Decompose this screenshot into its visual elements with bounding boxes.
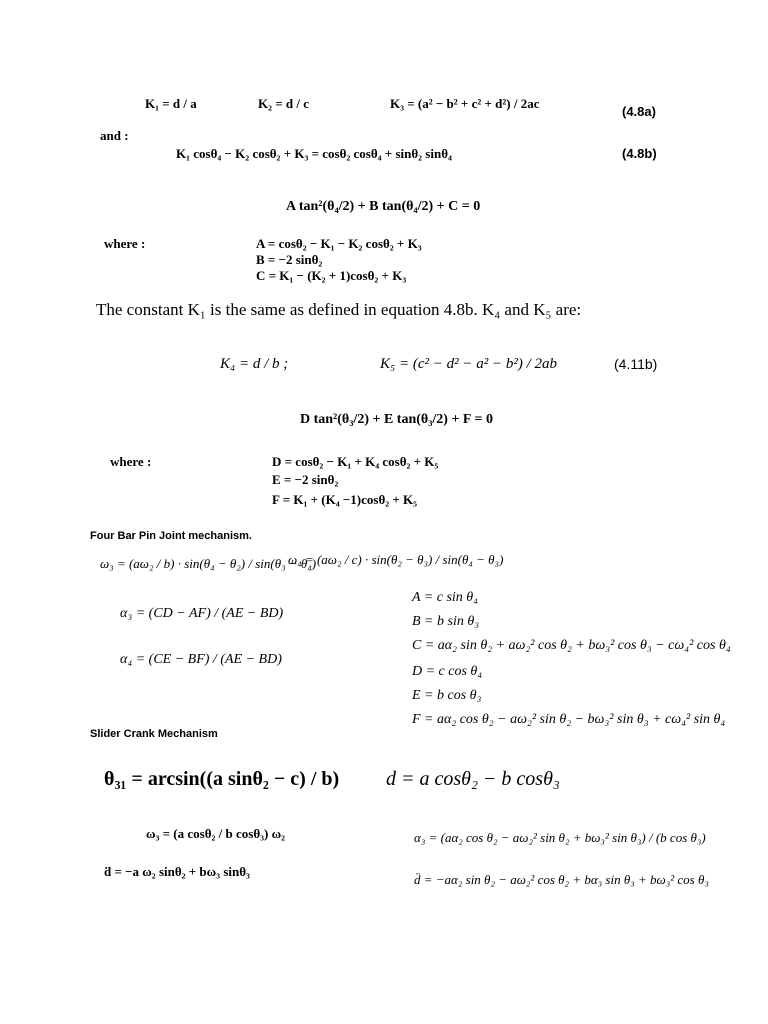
eq-tag-4-8a: (4.8a) bbox=[622, 104, 656, 119]
eq-omega3-fourbar: ω₃ = (aω₂ / b) · sin(θ₄ − θ₂) / sin(θ₃ − θ₄) bbox=[100, 556, 317, 571]
eq-alpha3-fourbar: α₃ = (CD − AF) / (AE − BD) bbox=[120, 606, 284, 621]
heading-four-bar: Four Bar Pin Joint mechanism. bbox=[90, 530, 252, 542]
eq-F-fourbar: F = aα₂ cos θ₂ − aω₂² sin θ₂ − bω₃² sin θ₃ + cω₄² sin θ₄ bbox=[412, 712, 726, 727]
eq-tag-4-11b: (4.11b) bbox=[614, 356, 658, 372]
eq-k4: K₄ = d / b ; bbox=[220, 356, 289, 372]
eq-alpha4-fourbar: α₄ = (CE − BF) / (AE − BD) bbox=[120, 652, 282, 667]
where-label-1: where : bbox=[104, 236, 146, 251]
eq-k2: K₂ = d / c bbox=[258, 96, 310, 111]
eq-A-fourbar: A = c sin θ₄ bbox=[412, 590, 479, 605]
coef-D: D = cosθ₂ − K₁ + K₄ cosθ₂ + K₅ bbox=[272, 454, 439, 469]
eq-4-8b: K₁ cosθ₄ − K₂ cosθ₂ + K₃ = cosθ₂ cosθ₄ + sinθ₂ sinθ₄ bbox=[176, 146, 452, 161]
eq-d-ddot: d̈ = −aα₂ sin θ₂ − aω₂² cos θ₂ + bα₃ sin θ₃ + bω₃² cos θ₃ bbox=[414, 872, 709, 887]
eq-omega3-slider: ω₃ = (a cosθ₂ / b cosθ₃) ω₂ bbox=[146, 826, 285, 841]
eq-B-fourbar: B = b sin θ₃ bbox=[412, 614, 480, 629]
coef-C-1: C = K₁ − (K₂ + 1)cosθ₂ + K₃ bbox=[256, 268, 407, 283]
eq-quadratic-theta4: A tan²(θ₄/2) + B tan(θ₄/2) + C = 0 bbox=[286, 199, 481, 214]
eq-d-position: d = a cosθ₂ − b cosθ₃ bbox=[386, 768, 560, 790]
intro-paragraph: The constant K₁ is the same as defined in equation 4.8b. K₄ and K₅ are: bbox=[96, 300, 582, 319]
eq-C-fourbar: C = aα₂ sin θ₂ + aω₂² cos θ₂ + bω₃² cos θ₃ − cω₄² cos θ₄ bbox=[412, 638, 731, 653]
where-label-2: where : bbox=[110, 454, 152, 469]
coef-F: F = K₁ + (K₄ −1)cosθ₂ + K₅ bbox=[272, 492, 418, 507]
coef-A-1: A = cosθ₂ − K₁ − K₂ cosθ₂ + K₃ bbox=[256, 236, 422, 251]
eq-alpha3-slider: α₃ = (aα₂ cos θ₂ − aω₂² sin θ₂ + bω₃² sin θ₃) / (b cos θ₃) bbox=[414, 830, 706, 845]
eq-d-dot: ḋ = −a ω₂ sinθ₂ + bω₃ sinθ₃ bbox=[104, 864, 250, 879]
eq-k3: K₃ = (a² − b² + c² + d²) / 2ac bbox=[390, 96, 540, 111]
coef-B-1: B = −2 sinθ₂ bbox=[256, 252, 323, 267]
coef-E: E = −2 sinθ₂ bbox=[272, 472, 339, 487]
eq-E-fourbar: E = b cos θ₃ bbox=[412, 688, 482, 703]
eq-quadratic-theta3: D tan²(θ₃/2) + E tan(θ₃/2) + F = 0 bbox=[300, 412, 493, 427]
eq-D-fourbar: D = c cos θ₄ bbox=[412, 664, 483, 679]
eq-k1: K₁ = d / a bbox=[145, 96, 197, 111]
eq-omega4-fourbar: ω₄ = (aω₂ / c) · sin(θ₂ − θ₃) / sin(θ₄ − θ₃) bbox=[288, 552, 504, 567]
eq-k5: K₅ = (c² − d² − a² − b²) / 2ab bbox=[380, 356, 558, 372]
eq-tag-4-8b: (4.8b) bbox=[622, 146, 657, 161]
and-label: and : bbox=[100, 128, 129, 143]
heading-slider-crank: Slider Crank Mechanism bbox=[90, 728, 218, 740]
eq-theta31: θ₃₁ = arcsin((a sinθ₂ − c) / b) bbox=[104, 768, 340, 790]
